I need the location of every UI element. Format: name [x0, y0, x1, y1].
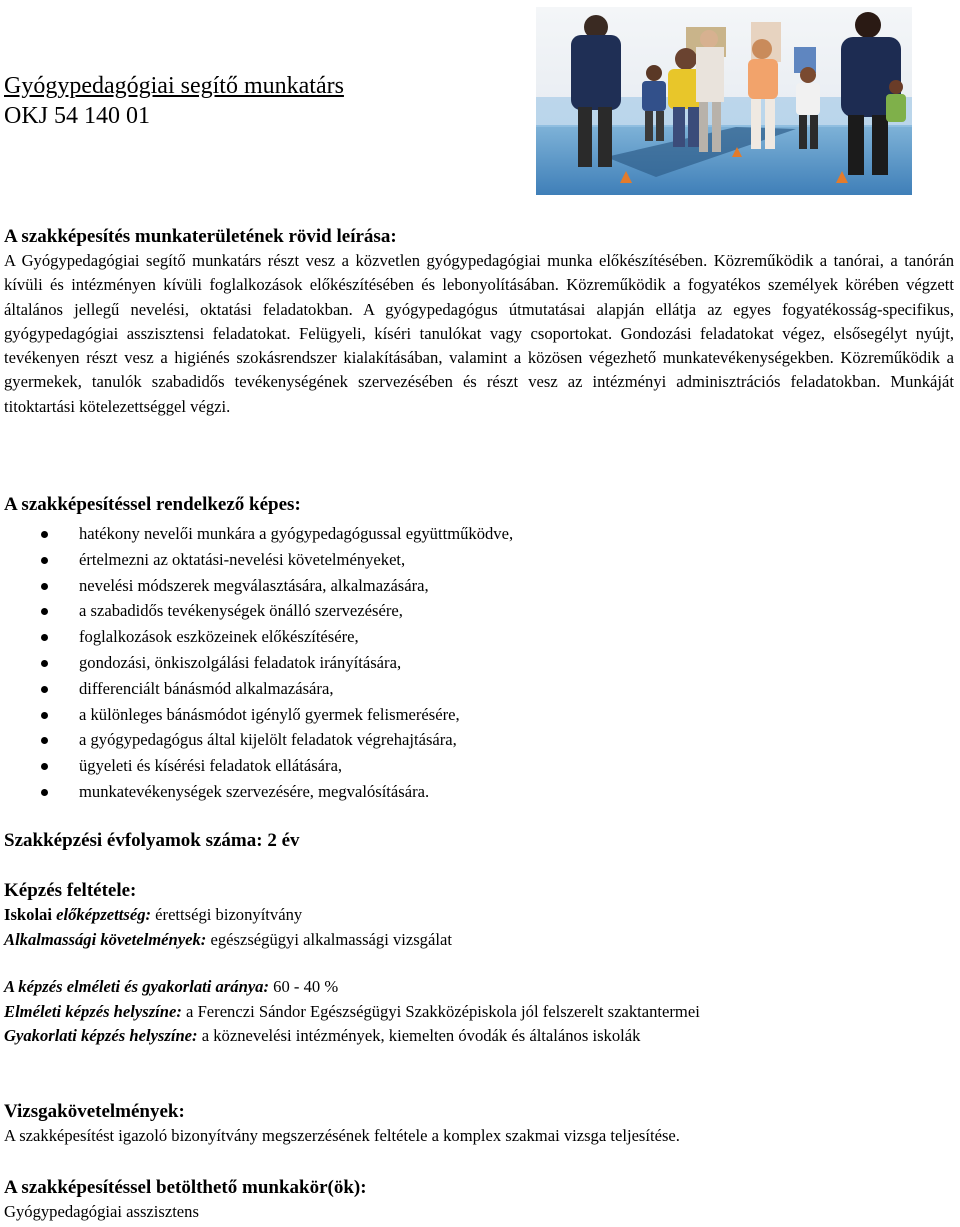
- practice-location: Gyakorlati képzés helyszíne: a köznevelési intézmények, kiemelten óvodák és általános iskolák: [4, 1026, 641, 1045]
- bullet-icon: [41, 634, 48, 641]
- health-requirement: Alkalmassági követelmények: egészségügyi alkalmassági vizsgálat: [4, 929, 452, 949]
- description-heading: A szakképesítés munkaterületének rövid leírása:: [4, 226, 397, 247]
- bullet-icon: [41, 583, 48, 590]
- conditions-heading: Képzés feltétele:: [4, 880, 137, 901]
- bullet-icon: [41, 712, 48, 719]
- years-heading: Szakképzési évfolyamok száma: 2 év: [4, 830, 300, 851]
- list-item: hatékony nevelői munkára a gyógypedagógussal együttműködve,: [4, 521, 954, 547]
- school-requirement: Iskolai előképzettség: érettségi bizonyítvány: [4, 905, 303, 924]
- theory-location: Elméleti képzés helyszíne: a Ferenczi Sándor Egészségügyi Szakközépiskola jól felszerelt szaktantermei: [4, 1001, 700, 1021]
- list-item: foglalkozások eszközeinek előkészítésére,: [4, 624, 954, 650]
- list-item: differenciált bánásmód alkalmazására,: [4, 676, 954, 702]
- list-item: nevelési módszerek megválasztására, alkalmazására,: [4, 573, 954, 599]
- skills-list: [4, 521, 954, 805]
- exam-heading: Vizsgakövetelmények:: [4, 1101, 185, 1122]
- list-item: a gyógypedagógus által kijelölt feladatok végrehajtására,: [4, 727, 954, 753]
- list-item: értelmezni az oktatási-nevelési követelményeket,: [4, 547, 954, 573]
- conditions-section: [4, 879, 954, 952]
- ratio-line: A képzés elméleti és gyakorlati aránya: 60 - 40 %: [4, 977, 339, 996]
- list-item: ügyeleti és kísérési feladatok ellátására,: [4, 753, 954, 779]
- ratio-section: [4, 975, 954, 1049]
- list-item: munkatevékenységek szervezésére, megvalósítására.: [4, 779, 954, 805]
- jobs-text: Gyógypedagógiai asszisztens: [4, 1202, 199, 1221]
- bullet-icon: [41, 737, 48, 744]
- exam-section: [4, 1100, 954, 1149]
- bullet-icon: [41, 789, 48, 796]
- qualification-code: OKJ 54 140 01: [4, 103, 151, 129]
- classroom-photo: [536, 7, 912, 195]
- exam-text: A szakképesítést igazoló bizonyítvány megszerzésének feltétele a komplex szakmai vizsga teljesítése.: [4, 1126, 680, 1145]
- bullet-icon: [41, 557, 48, 564]
- bullet-icon: [41, 686, 48, 693]
- description-section: [4, 225, 954, 419]
- bullet-icon: [41, 660, 48, 667]
- bullet-icon: [41, 763, 48, 770]
- bullet-icon: [41, 531, 48, 538]
- list-item: a szabadidős tevékenységek önálló szervezésére,: [4, 598, 954, 624]
- description-text: A Gyógypedagógiai segítő munkatárs részt vesz a közvetlen gyógypedagógiai munka előkészítésében. Közreműködik a tanórai, a tanórán kívüli és intézményen kívüli foglalkozások előkészítésében és lebonyolításában. Közreműködik a fogyatékos személyek körében végzett általános jellegű nevelési, oktatási feladatokban. A gyógypedagógus útmutatásai alapján ellátja az egyes fogyatékosság-specifikus, gyógypedagógiai asszisztensi feladatokat. Felügyeli, kíséri tanulókat vagy csoportokat. Gondozási feladatokat végez, elsősegélyt nyújt, tevékenyen részt vesz a higiénés szokásrendszer kialakításában, valamint a közösen végezhető munkatevékenységekben. Közreműködik a gyermekek, tanulók szabadidős tevékenységének szervezésében és részt vesz az intézményi adminisztrációs feladatokban. Munkáját titoktartási kötelezettséggel végzi.: [4, 251, 954, 416]
- skills-section: [4, 493, 954, 805]
- skills-heading: A szakképesítéssel rendelkező képes:: [4, 494, 301, 515]
- jobs-heading: A szakképesítéssel betölthető munkakör(ök):: [4, 1177, 367, 1198]
- list-item: a különleges bánásmódot igénylő gyermek felismerésére,: [4, 702, 954, 728]
- years-section: [4, 829, 954, 853]
- list-item: gondozási, önkiszolgálási feladatok irányítására,: [4, 650, 954, 676]
- bullet-icon: [41, 608, 48, 615]
- page-title: Gyógypedagógiai segítő munkatárs: [4, 73, 344, 99]
- jobs-section: [4, 1176, 954, 1225]
